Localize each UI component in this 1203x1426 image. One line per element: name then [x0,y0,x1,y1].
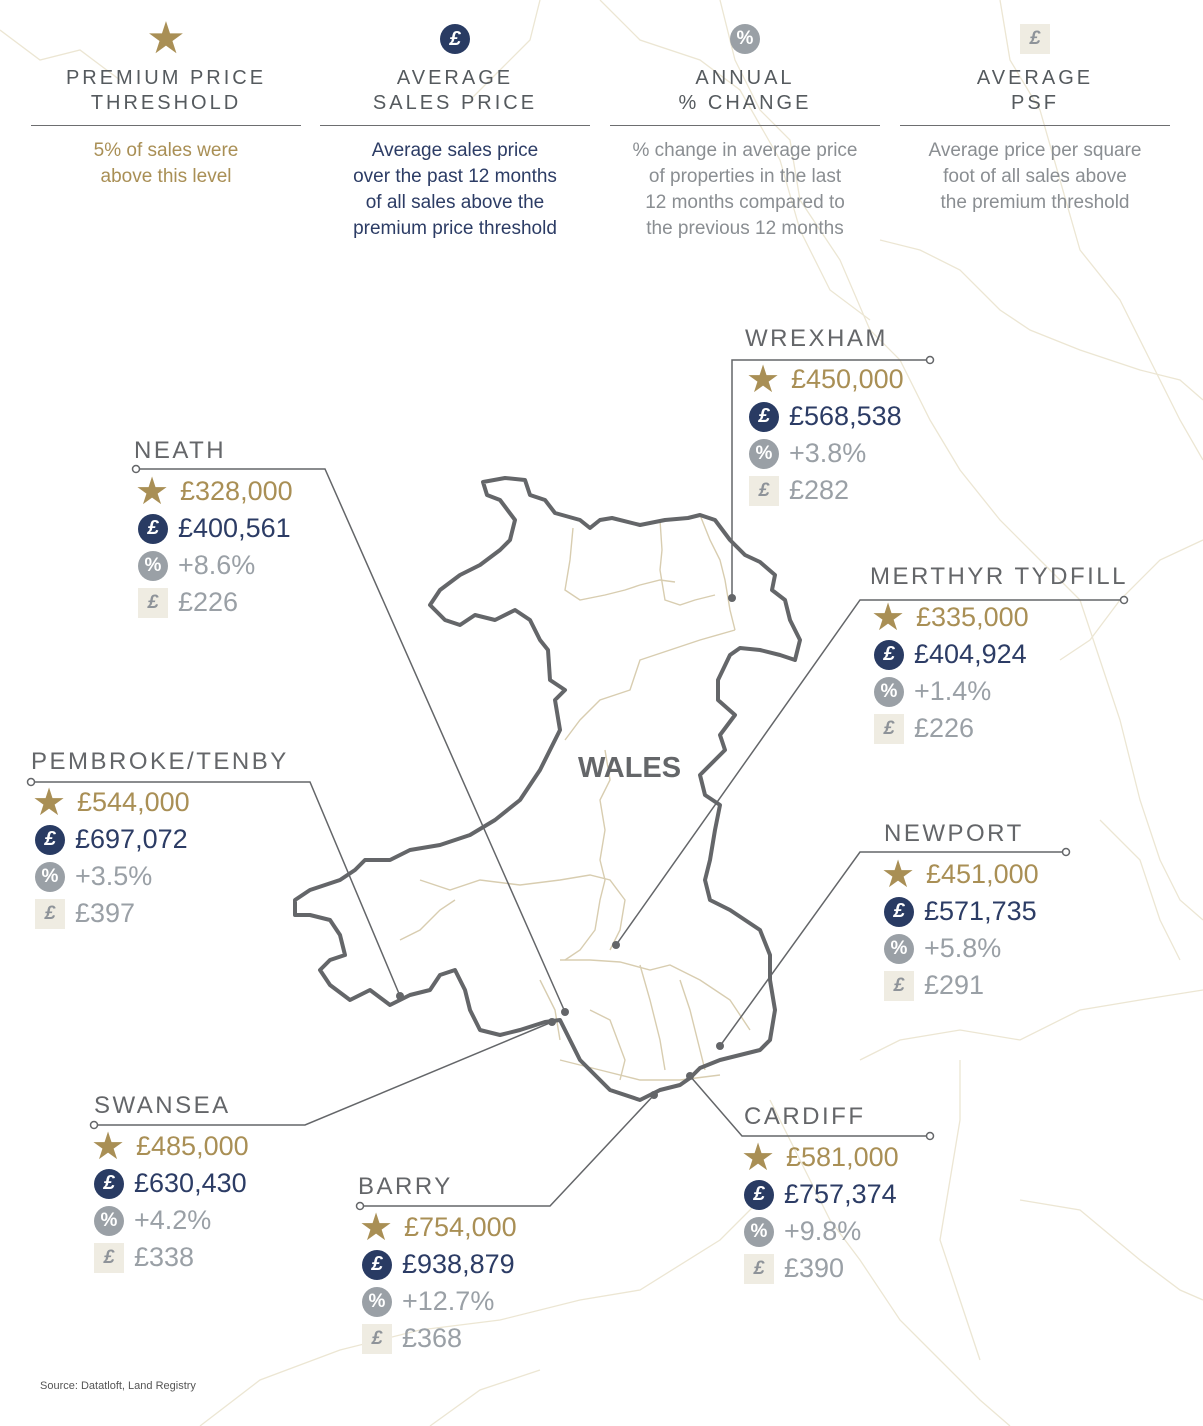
star-icon: ★ [90,1126,126,1168]
legend-desc: above this level [100,166,232,187]
legend-title-line1: PREMIUM PRICE [65,67,267,89]
city-wrexham [745,325,904,509]
threshold-value: £450,000 [791,364,904,394]
pound-circle-icon: £ [138,514,168,544]
psf-value: £397 [75,898,136,928]
legend-desc: 5% of sales were [93,140,239,161]
city-cardiff [740,1103,899,1287]
legend-title-line2: % CHANGE [678,92,812,114]
legend-desc: the premium threshold [940,192,1130,213]
percent-circle-icon: % [35,862,65,892]
star-icon: ★ [358,1207,394,1249]
psf-value: £282 [789,475,850,505]
legend-title-line1: ANNUAL [695,67,795,89]
pound-circle-icon: £ [94,1169,124,1199]
legend-title-line2: PSF [1011,92,1059,114]
divider [31,125,301,126]
city-name: NEATH [134,437,227,464]
pound-square-icon: £ [744,1254,774,1284]
threshold-value: £328,000 [180,476,293,506]
annual-change-value: +4.2% [134,1205,212,1235]
annual-change-value: +8.6% [178,550,256,580]
threshold-value: £544,000 [77,787,190,817]
threshold-value: £485,000 [136,1131,249,1161]
annual-change-value: +12.7% [402,1286,495,1316]
divider [320,125,590,126]
percent-circle-icon: % [749,439,779,469]
county-boundaries [400,515,750,1080]
star-icon: ★ [870,597,906,639]
city-name: PEMBROKE/TENBY [31,748,289,775]
pound-square-icon: £ [884,971,914,1001]
percent-circle-icon: % [362,1287,392,1317]
legend-premium-threshold [31,14,301,190]
threshold-value: £335,000 [916,602,1029,632]
divider [900,125,1170,126]
avg-price-value: £938,879 [402,1249,515,1279]
city-name: WREXHAM [745,325,888,352]
pound-square-icon: £ [94,1243,124,1273]
star-icon: ★ [31,782,67,824]
psf-value: £226 [178,587,239,617]
annual-change-value: +5.8% [924,933,1002,963]
city-merthyr-tydfill [870,563,1128,747]
city-barry [358,1173,517,1357]
percent-circle-icon: % [730,24,760,54]
city-name: CARDIFF [744,1103,866,1130]
psf-value: £390 [784,1253,845,1283]
city-neath [134,437,293,621]
annual-change-value: +3.5% [75,861,153,891]
avg-price-value: £404,924 [914,639,1027,669]
legend-desc: over the past 12 months [353,166,557,187]
legend-desc: 12 months compared to [645,192,845,213]
annual-change-value: +9.8% [784,1216,862,1246]
city-swansea [90,1092,249,1276]
percent-circle-icon: % [884,934,914,964]
legend-average-psf [900,18,1170,216]
star-icon: ★ [745,359,781,401]
avg-price-value: £568,538 [789,401,902,431]
percent-circle-icon: % [874,677,904,707]
city-name: BARRY [358,1173,453,1200]
avg-price-value: £757,374 [784,1179,897,1209]
pound-square-icon: £ [749,476,779,506]
avg-price-value: £697,072 [75,824,188,854]
psf-value: £368 [402,1323,463,1353]
legend-desc: of properties in the last [648,166,842,187]
legend-title-line2: THRESHOLD [90,92,242,114]
pound-square-icon: £ [35,899,65,929]
threshold-value: £581,000 [786,1142,899,1172]
pound-square-icon: £ [362,1324,392,1354]
legend-title-line1: AVERAGE [396,67,514,89]
city-newport [880,820,1039,1004]
threshold-value: £451,000 [926,859,1039,889]
pound-circle-icon: £ [35,825,65,855]
legend-desc: % change in average price [632,140,858,161]
avg-price-value: £400,561 [178,513,291,543]
pound-circle-icon: £ [749,402,779,432]
source-note: Source: Datatloft, Land Registry [40,1380,196,1392]
pound-square-icon: £ [1020,24,1050,54]
avg-price-value: £571,735 [924,896,1037,926]
pound-circle-icon: £ [874,640,904,670]
divider [610,125,880,126]
legend-desc: premium price threshold [353,218,557,239]
legend-annual-change [610,18,880,242]
legend-title-line2: SALES PRICE [372,92,538,114]
percent-circle-icon: % [744,1217,774,1247]
star-icon: ★ [740,1137,776,1179]
star-icon: ★ [134,471,170,513]
annual-change-value: +3.8% [789,438,867,468]
psf-value: £291 [924,970,985,1000]
avg-price-value: £630,430 [134,1168,247,1198]
map-label-wales: WALES [578,752,682,784]
pound-square-icon: £ [874,714,904,744]
psf-value: £338 [134,1242,195,1272]
pound-circle-icon: £ [362,1250,392,1280]
percent-circle-icon: % [94,1206,124,1236]
star-icon: ★ [146,14,186,63]
pound-circle-icon: £ [440,24,470,54]
city-name: SWANSEA [94,1092,231,1119]
legend-desc: of all sales above the [365,192,545,213]
city-name: MERTHYR TYDFILL [870,563,1128,590]
legend-desc: Average sales price [371,140,539,161]
legend-desc: Average price per square [928,140,1142,161]
legend-title-line1: AVERAGE [976,67,1094,89]
annual-change-value: +1.4% [914,676,992,706]
pound-circle-icon: £ [744,1180,774,1210]
legend-desc: foot of all sales above [943,166,1127,187]
city-pembroke-tenby [31,748,289,932]
legend-average-sales-price [320,18,590,242]
pound-circle-icon: £ [884,897,914,927]
city-name: NEWPORT [884,820,1024,847]
percent-circle-icon: % [138,551,168,581]
psf-value: £226 [914,713,975,743]
threshold-value: £754,000 [404,1212,517,1242]
legend-desc: the previous 12 months [646,218,844,239]
star-icon: ★ [880,854,916,896]
pound-square-icon: £ [138,588,168,618]
